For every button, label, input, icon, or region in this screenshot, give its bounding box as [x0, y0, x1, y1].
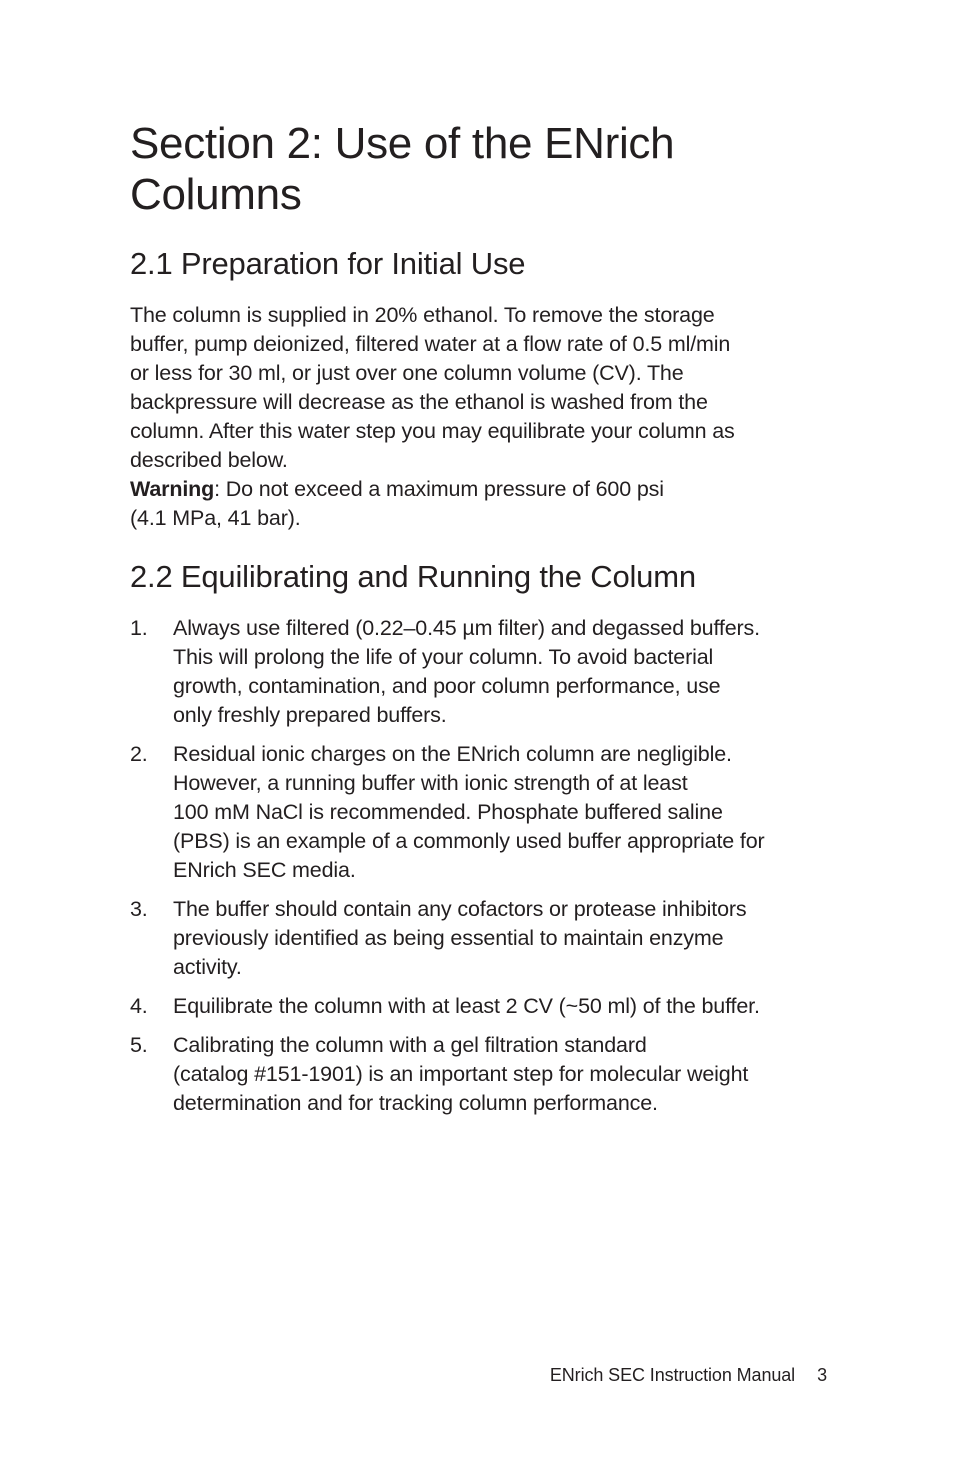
warning-text-line-1: : Do not exceed a maximum pressure of 600 psi [214, 477, 664, 501]
list-item-text [173, 992, 830, 1021]
heading-equilibrating: 2.2 Equilibrating and Running the Column [130, 559, 696, 594]
list-line: Residual ionic charges on the ENrich column are negligible. [173, 742, 732, 766]
warning-text-line-2: (4.1 MPa, 41 bar). [130, 506, 301, 530]
list-item-number: 2. [130, 742, 148, 766]
list-line: The buffer should contain any cofactors or protease inhibitors [173, 897, 747, 921]
list-item [130, 1031, 830, 1118]
equilibration-steps-list [130, 614, 830, 1118]
list-item-text [173, 740, 830, 885]
list-line: growth, contamination, and poor column performance, use [173, 674, 721, 698]
list-item-text [173, 1031, 830, 1118]
page-footer [550, 1363, 827, 1387]
list-item-number: 5. [130, 1033, 148, 1057]
list-item-number: 3. [130, 897, 148, 921]
prep-line: described below. [130, 448, 288, 472]
list-line: ENrich SEC media. [173, 858, 356, 882]
list-line: activity. [173, 955, 242, 979]
list-line: previously identified as being essential to maintain enzyme [173, 926, 724, 950]
list-line: However, a running buffer with ionic strength of at least [173, 771, 688, 795]
prep-line: backpressure will decrease as the ethanol is washed from the [130, 390, 708, 414]
list-item-text [173, 614, 830, 730]
list-line: (PBS) is an example of a commonly used buffer appropriate for [173, 829, 765, 853]
prep-line: The column is supplied in 20% ethanol. To remove the storage [130, 303, 715, 327]
list-item [130, 740, 830, 885]
list-item [130, 895, 830, 982]
heading-preparation: 2.1 Preparation for Initial Use [130, 246, 526, 281]
list-line: 100 mM NaCl is recommended. Phosphate buffered saline [173, 800, 723, 824]
warning-label: Warning [130, 477, 215, 501]
section-title-line-2: Columns [130, 170, 302, 219]
list-item-number: 4. [130, 994, 148, 1018]
list-item [130, 992, 830, 1021]
prep-line: buffer, pump deionized, filtered water at a flow rate of 0.5 ml/min [130, 332, 731, 356]
list-line: (catalog #151-1901) is an important step for molecular weight [173, 1062, 749, 1086]
section-title [130, 118, 830, 220]
page-content [130, 118, 830, 1128]
prep-line: or less for 30 ml, or just over one column volume (CV). The [130, 361, 684, 385]
list-item-number: 1. [130, 616, 148, 640]
footer-page-number: 3 [817, 1365, 827, 1385]
preparation-paragraph [130, 301, 830, 533]
prep-line: column. After this water step you may equilibrate your column as [130, 419, 735, 443]
list-line: only freshly prepared buffers. [173, 703, 447, 727]
list-item [130, 614, 830, 730]
footer-manual-title: ENrich SEC Instruction Manual [549, 1365, 796, 1385]
list-item-text [173, 895, 830, 982]
list-line: This will prolong the life of your column. To avoid bacterial [173, 645, 714, 669]
list-line: Always use filtered (0.22–0.45 µm filter) and degassed buffers. [173, 616, 760, 640]
list-line: Equilibrate the column with at least 2 CV (~50 ml) of the buffer. [173, 994, 760, 1018]
list-line: Calibrating the column with a gel filtration standard [173, 1033, 647, 1057]
section-title-line-1: Section 2: Use of the ENrich [130, 119, 675, 168]
list-line: determination and for tracking column performance. [173, 1091, 658, 1115]
